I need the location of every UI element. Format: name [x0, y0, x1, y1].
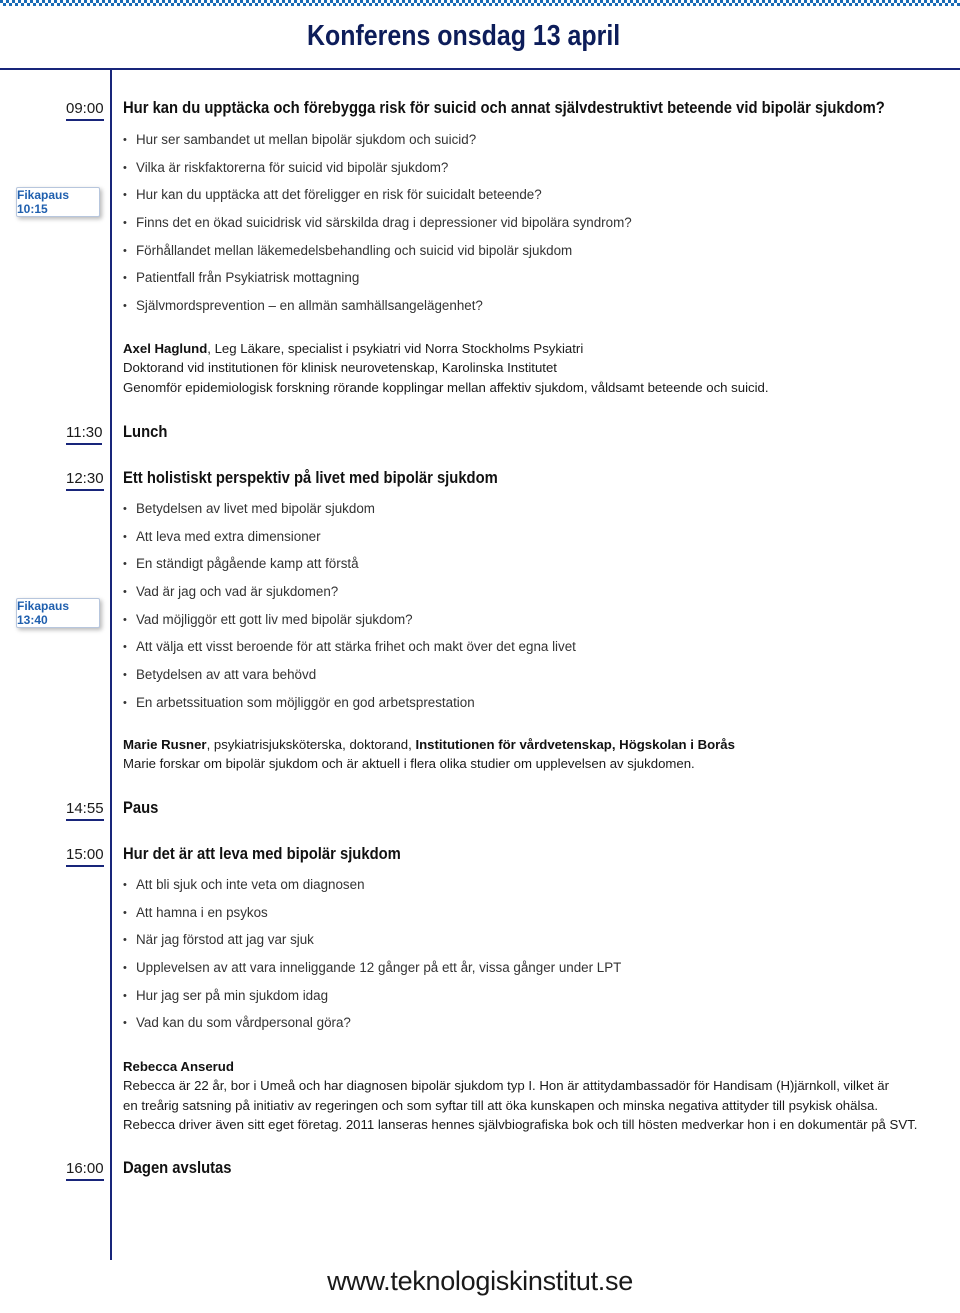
speaker-line: Doktorand vid institutionen för klinisk neurovetenskap, Karolinska Institutet	[123, 360, 557, 376]
speaker-name: Marie Rusner	[123, 737, 207, 752]
title-divider	[0, 68, 960, 70]
speaker-line: Genomför epidemiologisk forskning rörande kopplingar mellan affektiv sjukdom, våldsamt beteende och suicid.	[123, 379, 769, 395]
list-item: • Att leva med extra dimensioner	[123, 526, 576, 554]
list-item: • Hur kan du upptäcka att det föreligger en risk för suicidalt beteende?	[123, 184, 632, 212]
session-time: 11:30	[66, 424, 102, 445]
list-item: • Hur jag ser på min sjukdom idag	[123, 985, 621, 1013]
speaker-name: Rebecca Anserud	[123, 1059, 234, 1074]
list-item: • En arbetssituation som möjliggör en god arbetsprestation	[123, 692, 576, 720]
coffee-break-badge: Fikapaus 10:15	[16, 187, 100, 217]
session-time: 15:00	[66, 846, 104, 867]
page-title: Konferens onsdag 13 april	[306, 20, 620, 52]
list-item: • Vad möjliggör ett gott liv med bipolär sjukdom?	[123, 609, 576, 637]
list-item: • Förhållandet mellan läkemedelsbehandling och suicid vid bipolär sjukdom	[123, 240, 632, 268]
speaker-info	[123, 735, 735, 774]
list-item: • Betydelsen av livet med bipolär sjukdom	[123, 498, 576, 526]
list-item: • Upplevelsen av att vara inneliggande 12 gånger på ett år, vissa gånger under LPT	[123, 957, 621, 985]
session-title: Dagen avslutas	[123, 1158, 232, 1177]
timeline-divider	[110, 70, 112, 1260]
list-item: • Att bli sjuk och inte veta om diagnosen	[123, 874, 621, 902]
speaker-role: , psykiatrisjuksköterska, doktorand,	[206, 737, 416, 752]
speaker-line: Rebecca driver även sitt eget företag. 2011 lanseras hennes självbiografiska bok och till hösten medverkar hon i en dokumentär på SVT.	[123, 1116, 918, 1132]
session-title: Lunch	[123, 422, 168, 441]
coffee-break-badge: Fikapaus 13:40	[16, 598, 100, 628]
session-title: Ett holistiskt perspektiv på livet med bipolär sjukdom	[123, 468, 498, 487]
speaker-line: en treårig satsning på initiativ av regeringen och som syftar till att öka kunskapen och minska negativa attityder till psykisk ohälsa.	[123, 1097, 878, 1113]
speaker-heading	[123, 1057, 917, 1076]
speaker-role: , Leg Läkare, specialist i psykiatri vid Norra Stockholms Psykiatri	[207, 341, 584, 356]
session-title: Hur kan du upptäcka och förebygga risk för suicid och annat självdestruktivt beteende vid bipolär sjukdom?	[123, 98, 885, 117]
speaker-info	[123, 339, 769, 397]
list-item: • Hur ser sambandet ut mellan bipolär sjukdom och suicid?	[123, 129, 632, 157]
list-item: • En ständigt pågående kamp att förstå	[123, 553, 576, 581]
list-item: • Betydelsen av att vara behövd	[123, 664, 576, 692]
session-title: Paus	[123, 798, 159, 817]
session-time: 14:55	[66, 800, 104, 821]
top-decorative-bar	[0, 0, 960, 6]
session-title: Hur det är att leva med bipolär sjukdom	[123, 844, 401, 863]
speaker-line: Marie forskar om bipolär sjukdom och är aktuell i flera olika studier om upplevelsen av sjukdomen.	[123, 756, 695, 772]
list-item: • Självmordsprevention – en allmän samhällsangelägenhet?	[123, 295, 632, 323]
session-time: 09:00	[66, 100, 104, 121]
speaker-line: Rebecca är 22 år, bor i Umeå och har diagnosen bipolär sjukdom typ I. Hon är attitydambassadör för Handisam (H)järnkoll, vilket är	[123, 1078, 889, 1094]
footer-website-link[interactable]: www.teknologiskinstitut.se	[327, 1266, 633, 1296]
list-item: • Att hamna i en psykos	[123, 902, 621, 930]
session-topic-list	[123, 129, 632, 323]
speaker-heading	[123, 339, 769, 358]
speaker-info	[123, 1057, 917, 1134]
session-topic-list	[123, 498, 576, 720]
speaker-heading	[123, 735, 735, 754]
session-topic-list	[123, 874, 621, 1040]
speaker-affiliation: Institutionen för vårdvetenskap, Högskolan i Borås	[415, 737, 735, 752]
list-item: • Vad är jag och vad är sjukdomen?	[123, 581, 576, 609]
session-time: 12:30	[66, 470, 104, 491]
list-item: • Vilka är riskfaktorerna för suicid vid bipolär sjukdom?	[123, 157, 632, 185]
list-item: • Patientfall från Psykiatrisk mottagning	[123, 267, 632, 295]
list-item: • När jag förstod att jag var sjuk	[123, 929, 621, 957]
speaker-name: Axel Haglund	[123, 341, 208, 356]
list-item: • Vad kan du som vårdpersonal göra?	[123, 1012, 621, 1040]
list-item: • Finns det en ökad suicidrisk vid särskilda drag i depressioner vid bipolära syndrom?	[123, 212, 632, 240]
session-time: 16:00	[66, 1160, 104, 1181]
list-item: • Att välja ett visst beroende för att stärka frihet och makt över det egna livet	[123, 636, 576, 664]
